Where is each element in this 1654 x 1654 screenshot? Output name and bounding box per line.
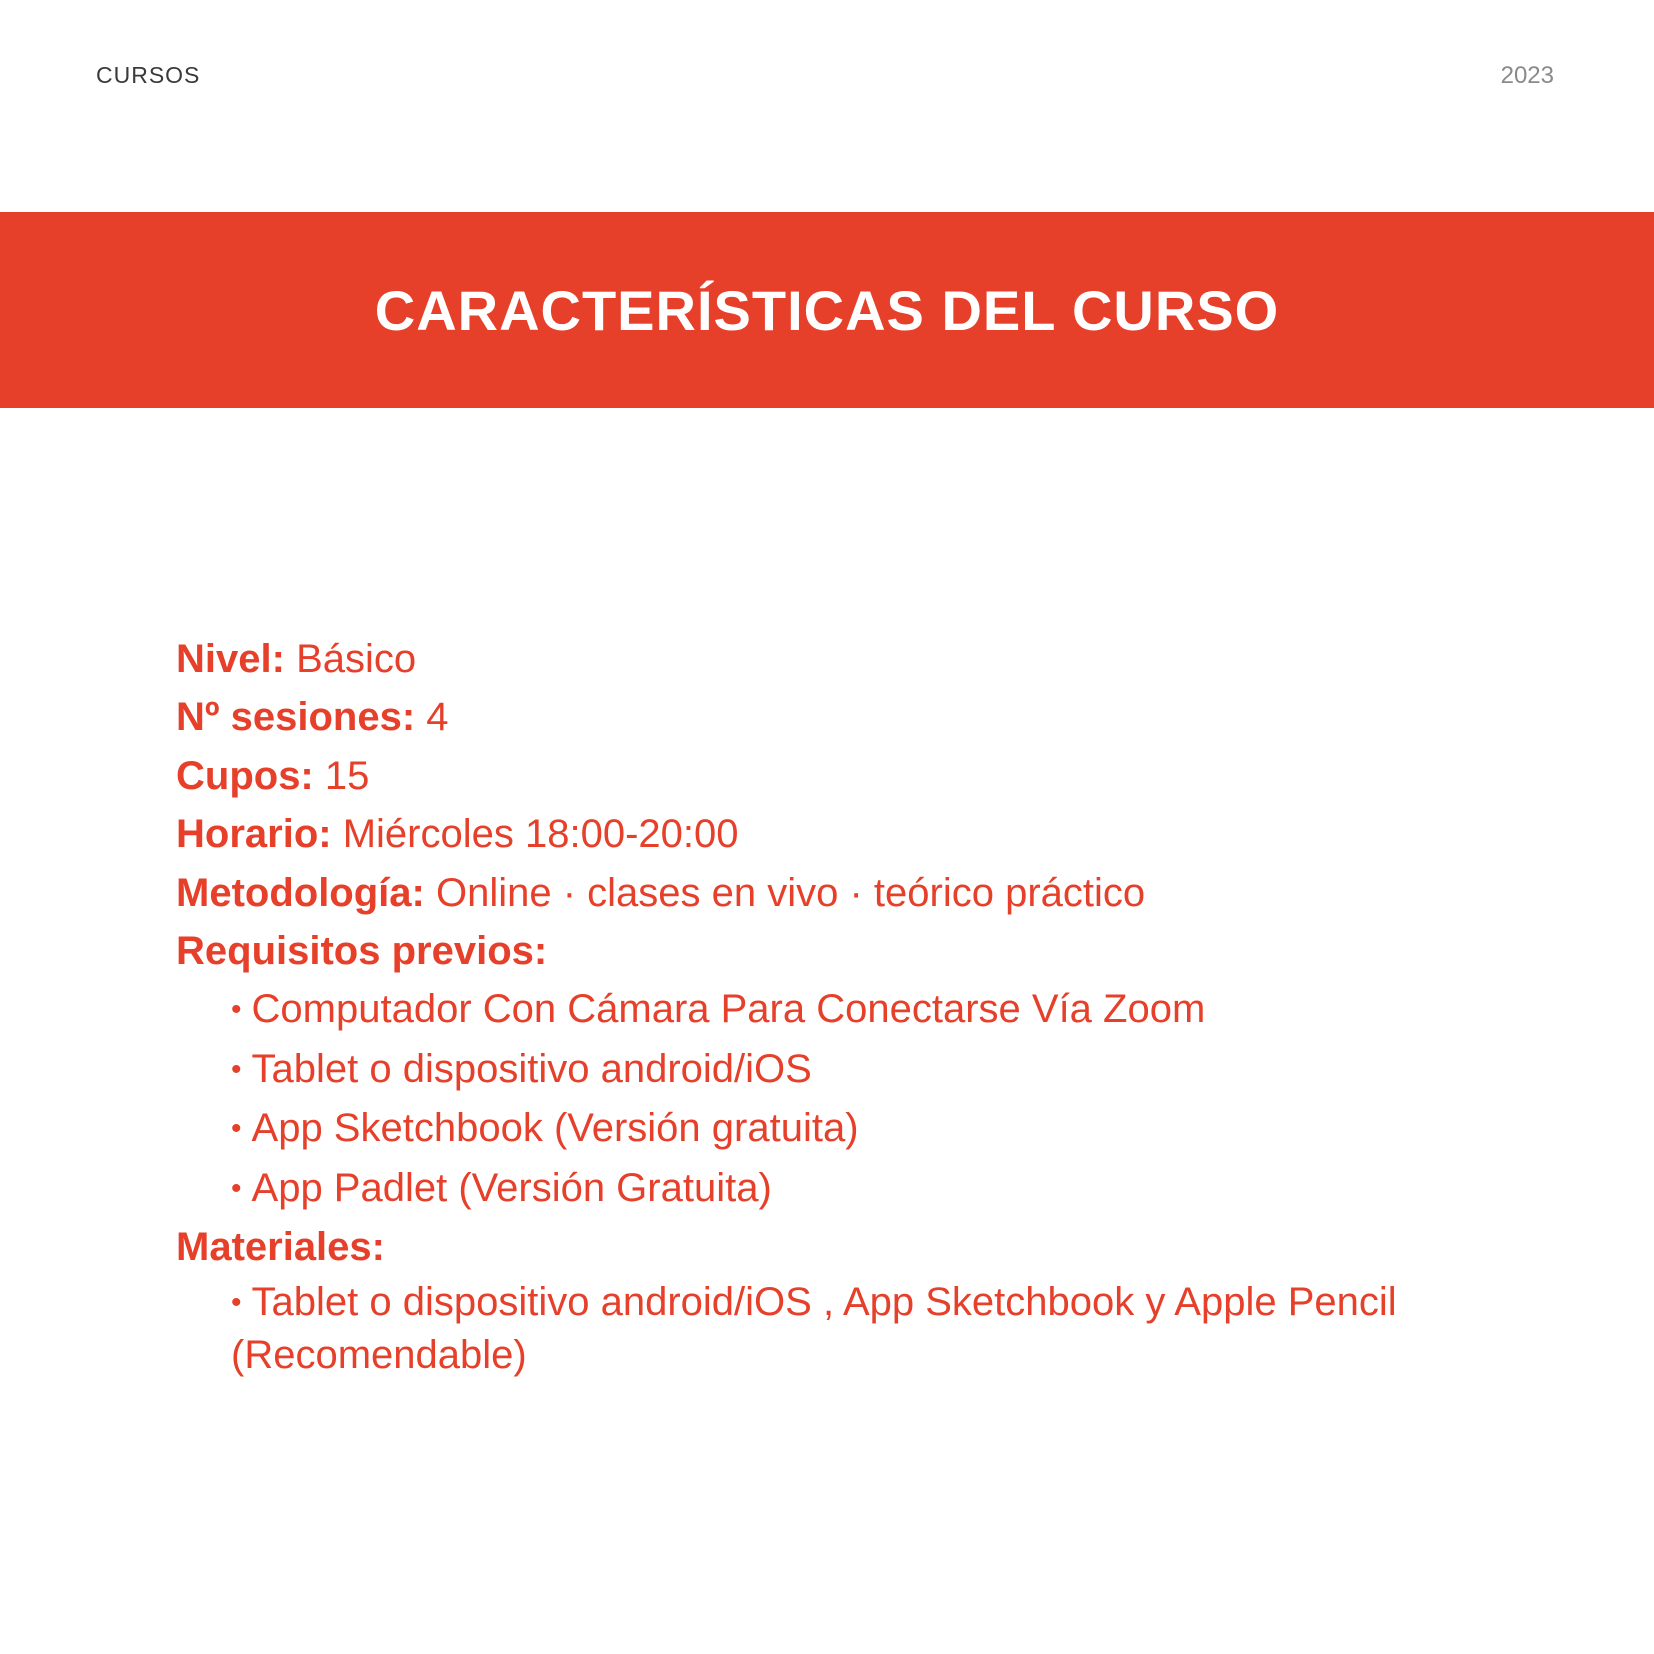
detail-metodologia bbox=[176, 864, 1526, 922]
detail-requisitos bbox=[176, 922, 1526, 980]
bullet-icon: • bbox=[231, 1052, 242, 1086]
detail-horario bbox=[176, 805, 1526, 863]
course-details bbox=[176, 630, 1526, 1381]
list-item bbox=[231, 1099, 1526, 1158]
detail-label: Nº sesiones: bbox=[176, 695, 416, 740]
list-item-text: App Padlet (Versión Gratuita) bbox=[251, 1165, 772, 1210]
list-item-text: Tablet o dispositivo android/iOS , App Sketchbook y Apple Pencil (Recomendable) bbox=[231, 1280, 1397, 1378]
detail-nivel bbox=[176, 630, 1526, 688]
detail-sesiones bbox=[176, 688, 1526, 746]
bullet-icon: • bbox=[231, 993, 242, 1027]
list-item-text: App Sketchbook (Versión gratuita) bbox=[251, 1106, 859, 1151]
detail-cupos bbox=[176, 747, 1526, 805]
detail-label: Requisitos previos: bbox=[176, 929, 548, 974]
list-item bbox=[231, 980, 1526, 1039]
bullet-icon: • bbox=[231, 1112, 242, 1146]
detail-label: Metodología: bbox=[176, 870, 425, 915]
detail-materiales bbox=[176, 1218, 1526, 1276]
detail-label: Horario: bbox=[176, 812, 332, 857]
requisitos-list bbox=[176, 980, 1526, 1218]
detail-value: Miércoles 18:00-20:00 bbox=[342, 812, 739, 857]
bullet-icon: • bbox=[231, 1171, 242, 1205]
detail-value: 15 bbox=[324, 753, 370, 798]
detail-value: 4 bbox=[426, 695, 449, 740]
detail-value: Básico bbox=[296, 637, 417, 681]
list-item-text: Computador Con Cámara Para Conectarse Vía Zoom bbox=[251, 987, 1206, 1032]
detail-label: Cupos: bbox=[176, 753, 314, 798]
list-item bbox=[231, 1159, 1526, 1218]
list-item bbox=[231, 1276, 1526, 1381]
detail-value: Online · clases en vivo · teórico práctico bbox=[435, 870, 1146, 915]
year-label: 2023 bbox=[1500, 62, 1554, 89]
title-banner bbox=[0, 212, 1654, 408]
section-label: CURSOS bbox=[96, 62, 201, 88]
detail-label: Nivel: bbox=[176, 637, 285, 681]
list-item-text: Tablet o dispositivo android/iOS bbox=[251, 1046, 812, 1091]
bullet-icon: • bbox=[231, 1286, 242, 1320]
materiales-list bbox=[176, 1276, 1526, 1381]
page-title: CARACTERÍSTICAS DEL CURSO bbox=[374, 278, 1280, 342]
detail-label: Materiales: bbox=[176, 1225, 385, 1270]
list-item bbox=[231, 1040, 1526, 1099]
